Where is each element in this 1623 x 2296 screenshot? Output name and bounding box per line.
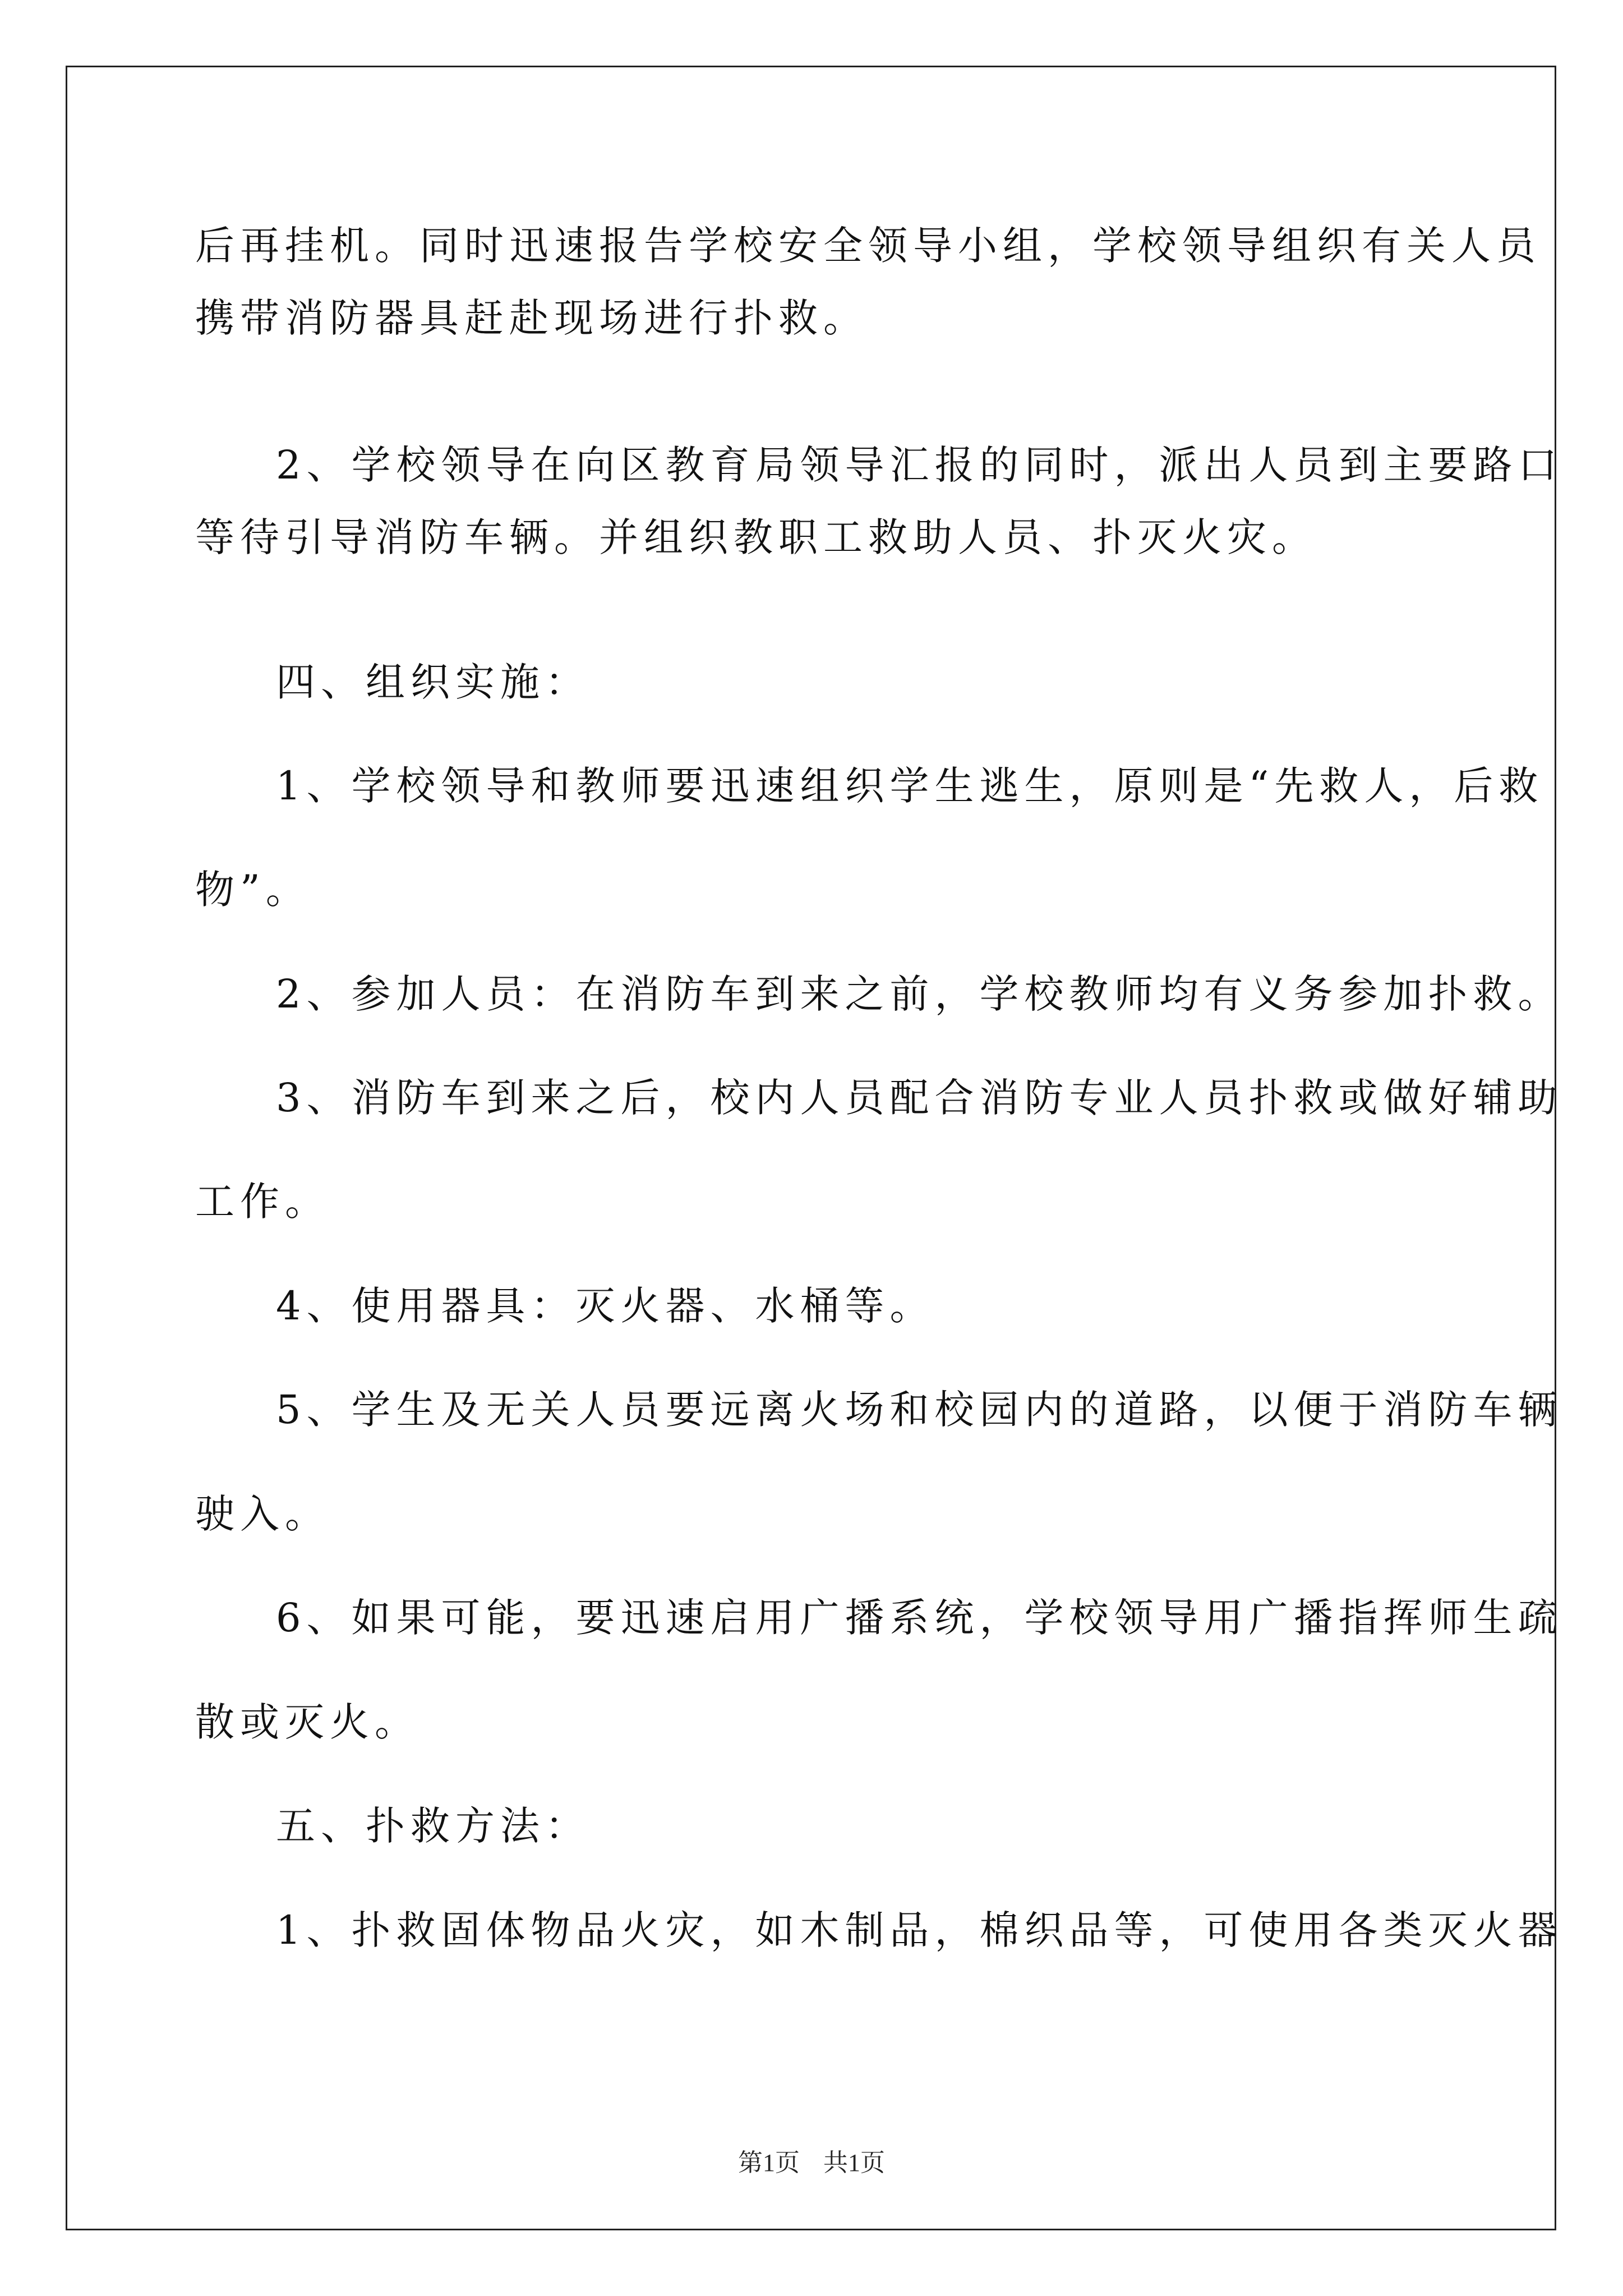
body-line: 驶入。 — [195, 1491, 330, 1537]
body-line: 2、参加人员：在消防车到来之前，学校教师均有义务参加扑救。 — [276, 971, 1563, 1017]
body-line: 1、扑救固体物品火灾，如木制品，棉织品等，可使用各类灭火器 — [276, 1907, 1563, 1953]
body-line: 5、学生及无关人员要远离火场和校园内的道路，以便于消防车辆 — [276, 1387, 1563, 1433]
body-line: 工作。 — [195, 1179, 330, 1225]
section-heading: 五、扑救方法： — [276, 1803, 590, 1849]
body-line: 2、学校领导在向区教育局领导汇报的同时，派出人员到主要路口 — [276, 442, 1563, 488]
body-line: 物”。 — [195, 867, 311, 913]
page-footer — [0, 2146, 1623, 2180]
body-line: 携带消防器具赶赴现场进行扑救。 — [195, 295, 868, 341]
body-line: 3、消防车到来之后，校内人员配合消防专业人员扑救或做好辅助 — [276, 1075, 1563, 1121]
body-line: 等待引导消防车辆。并组织教职工救助人员、扑灭火灾。 — [195, 514, 1317, 560]
body-line: 6、如果可能，要迅速启用广播系统，学校领导用广播指挥师生疏 — [276, 1595, 1563, 1641]
body-line: 散或灭火。 — [195, 1699, 419, 1745]
section-heading: 四、组织实施： — [276, 659, 590, 705]
body-line: 1、学校领导和教师要迅速组织学生逃生，原则是“先救人，后救 — [276, 763, 1544, 809]
page-number: 第1页 — [738, 2149, 800, 2177]
body-line: 4、使用器具：灭火器、水桶等。 — [276, 1283, 935, 1329]
page-total: 共1页 — [823, 2149, 885, 2177]
body-line: 后再挂机。同时迅速报告学校安全领导小组，学校领导组织有关人员 — [195, 223, 1541, 269]
